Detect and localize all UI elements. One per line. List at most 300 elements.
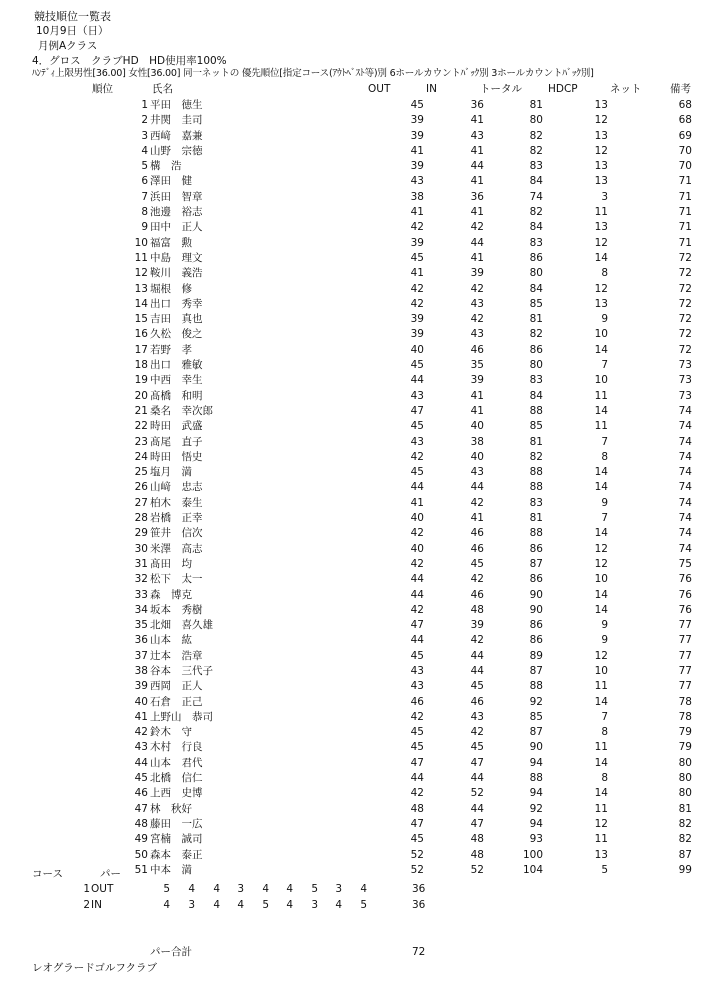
table-row <box>0 756 727 771</box>
cell-total: 85 <box>529 297 543 310</box>
column-in: IN <box>426 83 437 95</box>
cell-name: 池邊 裕志 <box>150 206 203 219</box>
cell-out: 45 <box>410 833 424 846</box>
table-row <box>0 664 727 679</box>
cell-out: 40 <box>410 542 424 555</box>
cell-total: 86 <box>529 343 543 356</box>
cell-total: 81 <box>529 99 543 111</box>
cell-in: 42 <box>470 496 484 509</box>
column-out: OUT <box>368 83 391 95</box>
cell-total: 104 <box>522 863 543 876</box>
cell-in: 39 <box>470 267 484 280</box>
cell-rank: 44 <box>134 756 148 769</box>
cell-name: 北橋 信仁 <box>150 772 203 785</box>
cell-net: 72 <box>678 267 692 280</box>
cell-total: 82 <box>529 144 543 157</box>
cell-hdcp: 11 <box>594 389 608 402</box>
table-row <box>0 832 727 847</box>
cell-name: 出口 雅敏 <box>150 359 203 372</box>
cell-out: 42 <box>410 282 424 295</box>
cell-total: 83 <box>529 496 543 509</box>
cell-out: 43 <box>410 680 424 693</box>
cell-hdcp: 14 <box>594 481 608 494</box>
cell-hdcp: 8 <box>601 267 608 280</box>
cell-rank: 46 <box>134 787 148 800</box>
cell-hdcp: 14 <box>594 343 608 356</box>
cell-name: 中西 幸生 <box>150 374 203 387</box>
cell-total: 94 <box>529 817 543 830</box>
table-row <box>0 312 727 327</box>
cell-out: 39 <box>410 236 424 249</box>
cell-name: 石倉 正己 <box>150 695 203 708</box>
handicap-rules: ﾊﾝﾃﾞｨ上限男性[36.00] 女性[36.00] 同一ネットの 優先順位[指定コース(ｱｳﾄﾍﾞｽﾄ等)別 6ホールカウントﾊﾞｯｸ別 3ホールカウントﾊﾞｯｸ別] <box>32 68 594 79</box>
cell-rank: 12 <box>134 267 148 280</box>
cell-name: 西岡 正人 <box>150 680 203 693</box>
cell-out: 39 <box>410 328 424 341</box>
cell-total: 88 <box>529 404 543 417</box>
cell-total: 86 <box>529 542 543 555</box>
cell-total: 82 <box>529 450 543 463</box>
cell-name: 宮楠 誠司 <box>150 833 203 846</box>
cell-net: 82 <box>678 833 692 846</box>
cell-total: 90 <box>529 588 543 601</box>
cell-rank: 21 <box>134 404 148 417</box>
cell-in: 48 <box>470 848 484 861</box>
hole-par: 4 <box>188 883 195 895</box>
cell-in: 45 <box>470 680 484 693</box>
cell-name: 米澤 高志 <box>150 542 203 555</box>
table-row <box>0 588 727 603</box>
cell-net: 78 <box>678 695 692 708</box>
cell-net: 76 <box>678 603 692 616</box>
table-row <box>0 419 727 434</box>
column-total: トータル <box>480 83 522 95</box>
hole-par: 4 <box>286 883 293 895</box>
table-row <box>0 251 727 266</box>
cell-hdcp: 13 <box>594 221 608 234</box>
table-row <box>0 618 727 633</box>
table-row <box>0 572 727 587</box>
cell-hdcp: 8 <box>601 726 608 739</box>
hole-par: 4 <box>213 899 220 911</box>
table-row <box>0 236 727 251</box>
cell-total: 88 <box>529 772 543 785</box>
cell-net: 70 <box>678 144 692 157</box>
cell-total: 86 <box>529 634 543 647</box>
cell-name: 松下 太一 <box>150 573 203 586</box>
table-row <box>0 327 727 342</box>
table-row <box>0 282 727 297</box>
cell-in: 48 <box>470 603 484 616</box>
cell-hdcp: 7 <box>601 710 608 723</box>
table-row <box>0 695 727 710</box>
cell-total: 87 <box>529 726 543 739</box>
cell-out: 43 <box>410 175 424 188</box>
cell-out: 42 <box>410 710 424 723</box>
hole-par: 3 <box>335 883 342 895</box>
cell-net: 71 <box>678 190 692 203</box>
cell-net: 71 <box>678 175 692 188</box>
column-rank: 順位 <box>92 83 113 95</box>
cell-hdcp: 12 <box>594 557 608 570</box>
par-total-value: 72 <box>412 946 426 958</box>
cell-out: 45 <box>410 99 424 111</box>
table-row <box>0 358 727 373</box>
cell-rank: 7 <box>141 190 148 203</box>
cell-hdcp: 14 <box>594 603 608 616</box>
cell-hdcp: 10 <box>594 573 608 586</box>
cell-total: 80 <box>529 114 543 127</box>
cell-hdcp: 10 <box>594 328 608 341</box>
cell-rank: 24 <box>134 450 148 463</box>
cell-net: 71 <box>678 236 692 249</box>
cell-net: 77 <box>678 634 692 647</box>
cell-total: 93 <box>529 833 543 846</box>
cell-name: 桑名 幸次郎 <box>150 404 213 417</box>
cell-rank: 5 <box>141 160 148 173</box>
cell-rank: 30 <box>134 542 148 555</box>
cell-out: 39 <box>410 313 424 326</box>
cell-out: 45 <box>410 359 424 372</box>
cell-name: 澤田 健 <box>150 175 192 188</box>
cell-total: 94 <box>529 787 543 800</box>
cell-net: 74 <box>678 512 692 525</box>
cell-rank: 8 <box>141 206 148 219</box>
table-row <box>0 480 727 495</box>
table-row <box>0 710 727 725</box>
hole-par: 4 <box>262 883 269 895</box>
cell-out: 40 <box>410 512 424 525</box>
table-row <box>0 297 727 312</box>
cell-name: 山本 君代 <box>150 756 203 769</box>
cell-in: 48 <box>470 833 484 846</box>
cell-name: 出口 秀幸 <box>150 297 203 310</box>
cell-name: 髙田 均 <box>150 557 192 570</box>
cell-net: 80 <box>678 756 692 769</box>
cell-in: 45 <box>470 557 484 570</box>
cell-in: 46 <box>470 588 484 601</box>
cell-in: 44 <box>470 802 484 815</box>
cell-in: 42 <box>470 726 484 739</box>
cell-out: 44 <box>410 374 424 387</box>
cell-hdcp: 12 <box>594 542 608 555</box>
cell-in: 43 <box>470 129 484 142</box>
cell-out: 45 <box>410 251 424 264</box>
cell-rank: 17 <box>134 343 148 356</box>
cell-name: 山野 宗徳 <box>150 144 203 157</box>
nine-par-total: 36 <box>412 899 426 911</box>
cell-total: 90 <box>529 603 543 616</box>
cell-rank: 28 <box>134 512 148 525</box>
cell-name: 坂本 秀樹 <box>150 603 203 616</box>
column-name: 氏名 <box>152 83 173 95</box>
cell-hdcp: 7 <box>601 435 608 448</box>
cell-net: 80 <box>678 787 692 800</box>
cell-total: 88 <box>529 466 543 479</box>
cell-rank: 1 <box>141 99 148 111</box>
cell-out: 41 <box>410 267 424 280</box>
cell-net: 77 <box>678 680 692 693</box>
cell-name: 北畑 喜久雄 <box>150 619 213 632</box>
cell-rank: 49 <box>134 833 148 846</box>
cell-rank: 11 <box>134 251 148 264</box>
cell-total: 82 <box>529 206 543 219</box>
hole-par: 3 <box>237 883 244 895</box>
club-name: レオグラードゴルフクラブ <box>32 962 158 974</box>
cell-total: 86 <box>529 619 543 632</box>
cell-name: 時田 武盛 <box>150 420 203 433</box>
cell-net: 82 <box>678 817 692 830</box>
cell-hdcp: 9 <box>601 496 608 509</box>
cell-in: 45 <box>470 741 484 754</box>
cell-hdcp: 14 <box>594 466 608 479</box>
column-hdcp: HDCP <box>548 83 578 95</box>
cell-hdcp: 13 <box>594 297 608 310</box>
cell-in: 41 <box>470 144 484 157</box>
table-row <box>0 159 727 174</box>
table-row <box>0 205 727 220</box>
cell-out: 39 <box>410 160 424 173</box>
cell-rank: 48 <box>134 817 148 830</box>
cell-net: 71 <box>678 206 692 219</box>
cell-net: 72 <box>678 313 692 326</box>
cell-hdcp: 13 <box>594 175 608 188</box>
cell-rank: 2 <box>141 114 148 127</box>
cell-total: 85 <box>529 710 543 723</box>
cell-total: 87 <box>529 664 543 677</box>
cell-rank: 20 <box>134 389 148 402</box>
cell-hdcp: 11 <box>594 741 608 754</box>
cell-hdcp: 10 <box>594 374 608 387</box>
cell-net: 74 <box>678 404 692 417</box>
cell-total: 81 <box>529 512 543 525</box>
cell-rank: 18 <box>134 359 148 372</box>
cell-net: 78 <box>678 710 692 723</box>
cell-out: 41 <box>410 206 424 219</box>
cell-out: 45 <box>410 726 424 739</box>
cell-name: 髙橋 和明 <box>150 389 203 402</box>
cell-net: 99 <box>678 863 692 876</box>
cell-name: 吉田 真也 <box>150 313 203 326</box>
cell-net: 80 <box>678 772 692 785</box>
cell-out: 45 <box>410 466 424 479</box>
cell-total: 80 <box>529 359 543 372</box>
cell-total: 80 <box>529 267 543 280</box>
cell-rank: 15 <box>134 313 148 326</box>
cell-rank: 10 <box>134 236 148 249</box>
cell-total: 82 <box>529 129 543 142</box>
cell-name: 髙尾 直子 <box>150 435 203 448</box>
par-total-label: パー合計 <box>150 946 192 958</box>
cell-name: 塩月 満 <box>150 466 192 479</box>
cell-total: 100 <box>522 848 543 861</box>
cell-name: 平田 徳生 <box>150 99 203 111</box>
cell-hdcp: 7 <box>601 359 608 372</box>
cell-rank: 3 <box>141 129 148 142</box>
cell-name: 上野山 恭司 <box>150 710 213 723</box>
hole-par: 5 <box>163 883 170 895</box>
cell-rank: 47 <box>134 802 148 815</box>
cell-hdcp: 13 <box>594 99 608 111</box>
cell-name: 森本 泰正 <box>150 848 203 861</box>
nine-par-total: 36 <box>412 883 426 895</box>
cell-rank: 13 <box>134 282 148 295</box>
cell-total: 84 <box>529 175 543 188</box>
cell-net: 81 <box>678 802 692 815</box>
cell-name: 堀根 修 <box>150 282 192 295</box>
table-row <box>0 848 727 863</box>
cell-hdcp: 14 <box>594 588 608 601</box>
par-row-in <box>0 898 727 912</box>
column-note: 備考 <box>670 83 691 95</box>
table-row <box>0 679 727 694</box>
cell-in: 39 <box>470 374 484 387</box>
cell-hdcp: 7 <box>601 512 608 525</box>
cell-in: 38 <box>470 435 484 448</box>
nine-number: 1 <box>83 883 90 895</box>
cell-out: 43 <box>410 389 424 402</box>
cell-net: 74 <box>678 420 692 433</box>
cell-in: 41 <box>470 206 484 219</box>
cell-in: 44 <box>470 160 484 173</box>
cell-in: 47 <box>470 817 484 830</box>
table-row <box>0 266 727 281</box>
class-name: 月例Aクラス <box>38 40 98 52</box>
cell-net: 77 <box>678 649 692 662</box>
cell-name: 鞍川 義浩 <box>150 267 203 280</box>
cell-out: 45 <box>410 420 424 433</box>
cell-total: 83 <box>529 374 543 387</box>
cell-out: 44 <box>410 573 424 586</box>
cell-out: 44 <box>410 588 424 601</box>
cell-in: 42 <box>470 221 484 234</box>
cell-in: 40 <box>470 450 484 463</box>
cell-rank: 6 <box>141 175 148 188</box>
table-row <box>0 113 727 128</box>
cell-total: 92 <box>529 695 543 708</box>
cell-in: 44 <box>470 772 484 785</box>
cell-in: 39 <box>470 619 484 632</box>
cell-out: 41 <box>410 144 424 157</box>
cell-rank: 14 <box>134 297 148 310</box>
cell-net: 77 <box>678 619 692 632</box>
cell-hdcp: 9 <box>601 313 608 326</box>
cell-hdcp: 14 <box>594 787 608 800</box>
cell-rank: 36 <box>134 634 148 647</box>
cell-in: 46 <box>470 343 484 356</box>
cell-net: 75 <box>678 557 692 570</box>
table-row <box>0 496 727 511</box>
cell-in: 36 <box>470 190 484 203</box>
table-row <box>0 557 727 572</box>
cell-out: 47 <box>410 619 424 632</box>
cell-net: 79 <box>678 726 692 739</box>
cell-name: 福富 勲 <box>150 236 192 249</box>
cell-out: 44 <box>410 634 424 647</box>
cell-rank: 38 <box>134 664 148 677</box>
cell-rank: 41 <box>134 710 148 723</box>
cell-in: 42 <box>470 634 484 647</box>
cell-hdcp: 14 <box>594 251 608 264</box>
cell-total: 81 <box>529 313 543 326</box>
cell-total: 83 <box>529 160 543 173</box>
hole-par: 3 <box>311 899 318 911</box>
cell-out: 41 <box>410 496 424 509</box>
cell-hdcp: 12 <box>594 114 608 127</box>
cell-name: 山﨑 忠志 <box>150 481 203 494</box>
cell-rank: 9 <box>141 221 148 234</box>
cell-total: 87 <box>529 557 543 570</box>
cell-out: 42 <box>410 527 424 540</box>
cell-in: 46 <box>470 542 484 555</box>
cell-net: 73 <box>678 359 692 372</box>
cell-out: 47 <box>410 756 424 769</box>
cell-rank: 29 <box>134 527 148 540</box>
table-row <box>0 373 727 388</box>
hole-par: 4 <box>286 899 293 911</box>
cell-name: 井関 圭司 <box>150 114 203 127</box>
table-row <box>0 450 727 465</box>
cell-name: 西﨑 嘉兼 <box>150 129 203 142</box>
cell-hdcp: 12 <box>594 236 608 249</box>
cell-rank: 40 <box>134 695 148 708</box>
table-row <box>0 465 727 480</box>
cell-rank: 32 <box>134 573 148 586</box>
cell-hdcp: 8 <box>601 772 608 785</box>
cell-out: 47 <box>410 404 424 417</box>
hole-par: 4 <box>237 899 244 911</box>
cell-hdcp: 13 <box>594 160 608 173</box>
cell-hdcp: 13 <box>594 848 608 861</box>
cell-in: 52 <box>470 787 484 800</box>
cell-rank: 51 <box>134 863 148 876</box>
cell-out: 38 <box>410 190 424 203</box>
cell-hdcp: 11 <box>594 206 608 219</box>
cell-rank: 22 <box>134 420 148 433</box>
cell-rank: 34 <box>134 603 148 616</box>
cell-in: 41 <box>470 404 484 417</box>
cell-out: 39 <box>410 114 424 127</box>
cell-name: 中島 理文 <box>150 251 203 264</box>
par-label: パー <box>100 868 121 880</box>
cell-name: 構 浩 <box>150 160 182 173</box>
cell-in: 44 <box>470 664 484 677</box>
cell-out: 45 <box>410 741 424 754</box>
cell-in: 41 <box>470 251 484 264</box>
cell-rank: 50 <box>134 848 148 861</box>
cell-net: 79 <box>678 741 692 754</box>
cell-out: 52 <box>410 848 424 861</box>
cell-name: 木村 行良 <box>150 741 203 754</box>
nine-number: 2 <box>83 899 90 911</box>
cell-hdcp: 11 <box>594 802 608 815</box>
cell-name: 柏木 泰生 <box>150 496 203 509</box>
hole-par: 5 <box>360 899 367 911</box>
cell-hdcp: 11 <box>594 420 608 433</box>
hole-par: 4 <box>360 883 367 895</box>
hole-par: 4 <box>213 883 220 895</box>
cell-total: 86 <box>529 573 543 586</box>
cell-rank: 43 <box>134 741 148 754</box>
cell-total: 89 <box>529 649 543 662</box>
cell-in: 42 <box>470 313 484 326</box>
cell-hdcp: 10 <box>594 664 608 677</box>
table-row <box>0 389 727 404</box>
par-row-out <box>0 882 727 896</box>
cell-in: 44 <box>470 649 484 662</box>
table-row <box>0 817 727 832</box>
cell-net: 68 <box>678 114 692 127</box>
